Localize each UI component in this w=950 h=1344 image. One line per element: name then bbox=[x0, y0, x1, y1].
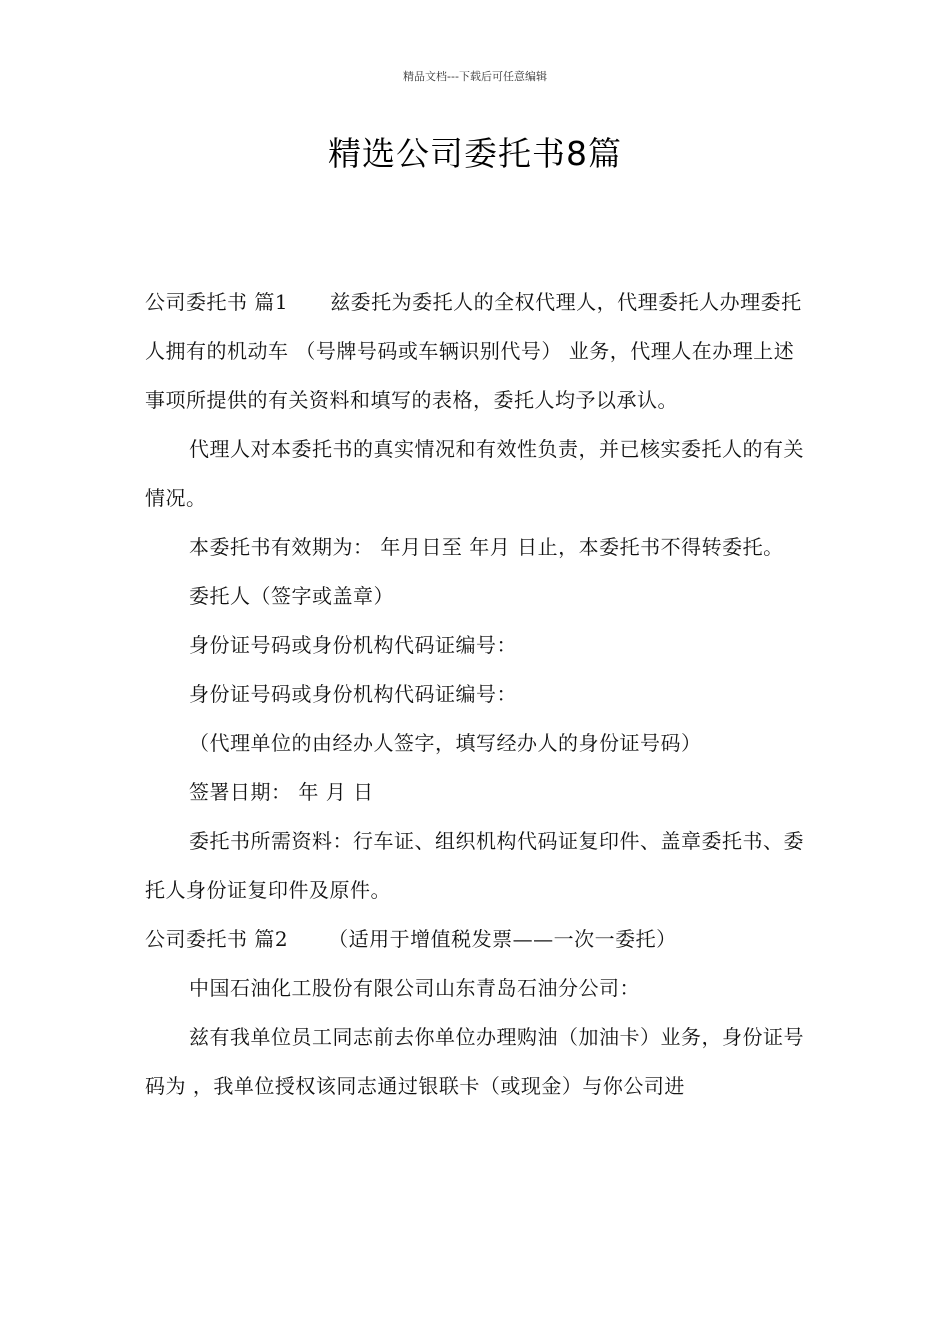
section1-intro: 兹委托为委托人的全权代理人，代理委托人办理委托人拥有的机动车 （号牌号码或车辆识别代号） 业务，代理人在办理上述事项所提供的有关资料和填写的表格，委托人均予以承认。 bbox=[145, 290, 802, 412]
paragraph: 兹有我单位员工同志前去你单位办理购油（加油卡）业务，身份证号码为 ，我单位授权该同志通过银联卡（或现金）与你公司进 bbox=[145, 1025, 804, 1098]
paragraph: 本委托书有效期为： 年月日至 年月 日止，本委托书不得转委托。 bbox=[189, 535, 784, 559]
paragraph: 委托书所需资料：行车证、组织机构代码证复印件、盖章委托书、委托人身份证复印件及原件。 bbox=[145, 829, 804, 902]
section1-heading: 公司委托书 篇1 bbox=[145, 290, 289, 314]
paragraph: 签署日期： 年 月 日 bbox=[189, 780, 374, 804]
document-title: 精选公司委托书8篇 bbox=[328, 134, 622, 173]
section2-heading-line bbox=[145, 915, 807, 964]
document-body bbox=[145, 278, 807, 1111]
paragraph: 委托人（签字或盖章） bbox=[189, 584, 394, 608]
section1-first-paragraph bbox=[145, 278, 807, 425]
paragraph: 身份证号码或身份机构代码证编号： bbox=[189, 682, 517, 706]
section2-subtitle: （适用于增值税发票——一次一委托） bbox=[328, 927, 677, 951]
header-note: 精品文档---下载后可任意编辑 bbox=[403, 70, 547, 83]
paragraph: 中国石油化工股份有限公司山东青岛石油分公司： bbox=[189, 976, 640, 1000]
section2-heading: 公司委托书 篇2 bbox=[145, 927, 289, 951]
paragraph: 代理人对本委托书的真实情况和有效性负责，并已核实委托人的有关情况。 bbox=[145, 437, 804, 510]
paragraph: 身份证号码或身份机构代码证编号： bbox=[189, 633, 517, 657]
paragraph: （代理单位的由经办人签字，填写经办人的身份证号码） bbox=[189, 731, 702, 755]
